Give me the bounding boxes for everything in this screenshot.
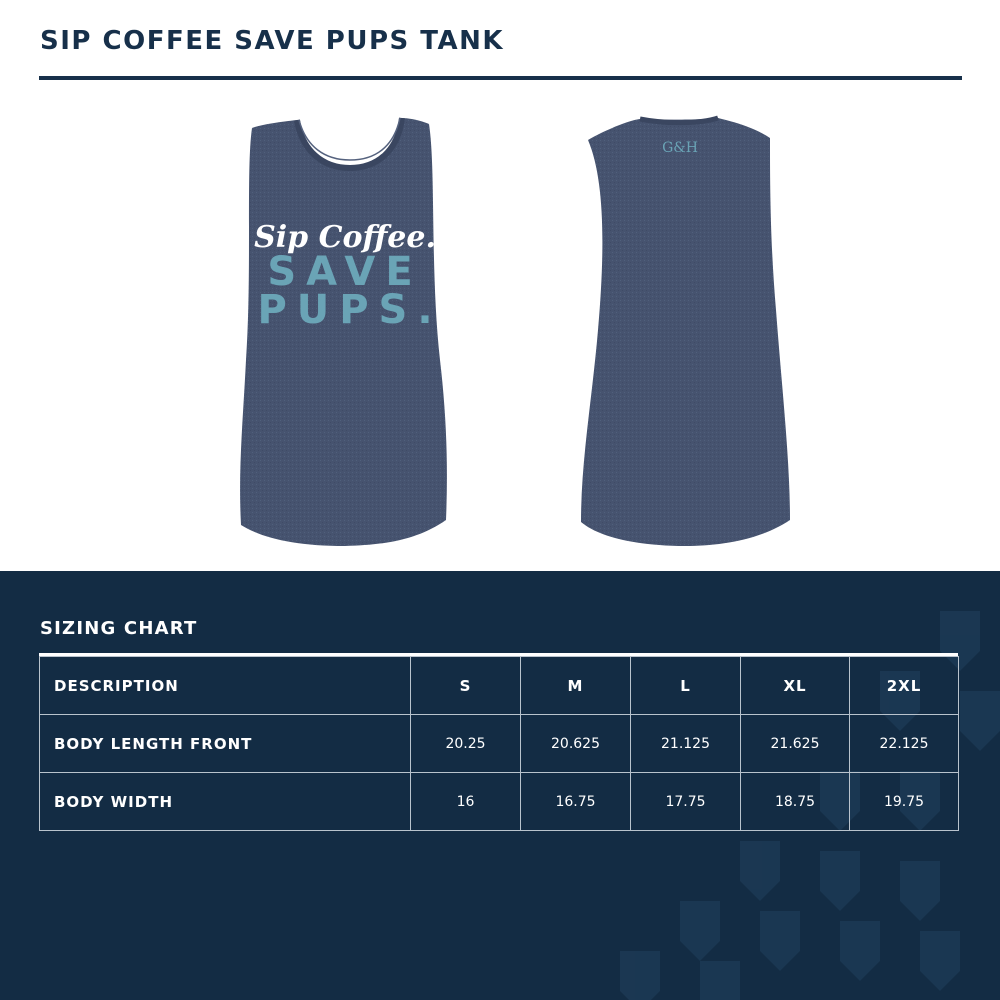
table-cell: 20.25 xyxy=(411,715,521,773)
table-cell: 16.75 xyxy=(521,773,631,831)
front-pups-text: PUPS. xyxy=(257,287,443,333)
table-cell: 17.75 xyxy=(631,773,741,831)
tank-front-image xyxy=(240,118,447,546)
table-cell: 19.75 xyxy=(850,773,959,831)
title-divider xyxy=(39,76,962,80)
table-row xyxy=(40,715,959,773)
row-label: BODY WIDTH xyxy=(40,773,411,831)
table-cell: 21.125 xyxy=(631,715,741,773)
table-cell: 18.75 xyxy=(741,773,850,831)
table-cell: 21.625 xyxy=(741,715,850,773)
table-row xyxy=(40,773,959,831)
front-save-text: SAVE xyxy=(267,249,423,295)
column-header-description: DESCRIPTION xyxy=(40,657,411,715)
table-header-row xyxy=(40,657,959,715)
row-label: BODY LENGTH FRONT xyxy=(40,715,411,773)
column-header-l: L xyxy=(631,657,741,715)
column-header-m: M xyxy=(521,657,631,715)
sizing-chart-panel xyxy=(0,571,1000,1000)
column-header-s: S xyxy=(411,657,521,715)
tank-back-body xyxy=(581,118,790,546)
table-cell: 22.125 xyxy=(850,715,959,773)
sizing-table xyxy=(39,656,959,831)
column-header-xl: XL xyxy=(741,657,850,715)
page-title: SIP COFFEE SAVE PUPS TANK xyxy=(40,26,505,56)
tank-back-image xyxy=(581,118,790,546)
sizing-chart-heading: SIZING CHART xyxy=(40,618,198,639)
front-script-text: Sip Coffee. xyxy=(254,220,436,255)
table-cell: 16 xyxy=(411,773,521,831)
product-figure xyxy=(0,90,1000,570)
column-header-2xl: 2XL xyxy=(850,657,959,715)
table-cell: 20.625 xyxy=(521,715,631,773)
back-logo-text: G&H xyxy=(662,140,698,156)
